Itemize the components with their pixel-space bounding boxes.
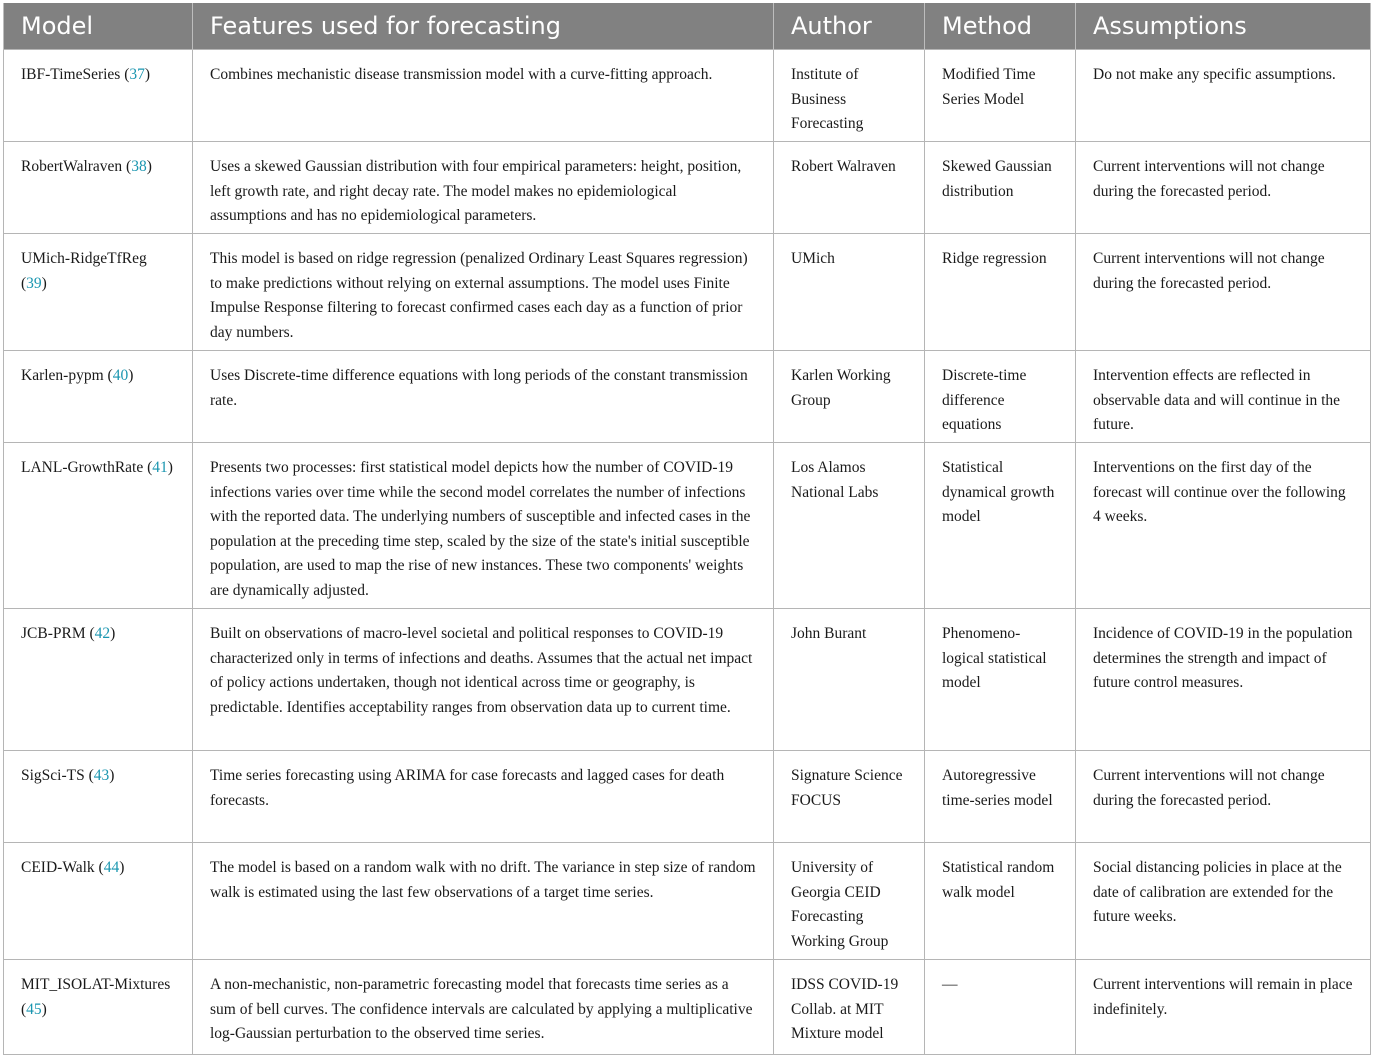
author-cell: University of Georgia CEID Forecasting Working Group [774,843,925,960]
model-name: MIT_ISOLAT-Mixtures ( [21,976,171,1018]
model-name: JCB-PRM ( [21,625,95,642]
model-name: Karlen-pypm ( [21,367,113,384]
model-cell [4,50,193,142]
features-cell: Combines mechanistic disease transmission model with a curve-fitting approach. [193,50,774,142]
header-features: Features used for forecasting [193,3,774,50]
header-assumptions: Assumptions [1076,3,1371,50]
header-method: Method [925,3,1076,50]
model-name-tail: ) [167,459,173,476]
model-name: UMich-RidgeTfReg ( [21,250,147,292]
model-name-tail: ) [119,859,125,876]
features-cell: Built on observations of macro-level societal and political responses to COVID-19 characterized only in terms of infections and deaths. Assumes that the actual net impact of policy actions undertaken, though not identical across time or geography, is predictable. Identifies acceptability ranges from observation data up to current time. [193,609,774,751]
model-name: CEID-Walk ( [21,859,104,876]
author-cell: UMich [774,234,925,351]
author-cell: IDSS COVID-19 Collab. at MIT Mixture model [774,960,925,1055]
assumptions-cell: Do not make any specific assumptions. [1076,50,1371,142]
reference-link[interactable]: 39 [26,274,42,292]
reference-link[interactable]: 37 [129,66,145,83]
features-cell: The model is based on a random walk with no drift. The variance in step size of random walk is estimated using the last few observations of a target time series. [193,843,774,960]
assumptions-cell: Intervention effects are reflected in observable data and will continue in the future. [1076,351,1371,443]
method-cell: Skewed Gaussian distribution [925,142,1076,234]
model-name-tail: ) [41,1000,47,1018]
assumptions-cell: Incidence of COVID-19 in the population determines the strength and impact of future control measures. [1076,609,1371,751]
model-name: IBF-TimeSeries ( [21,66,130,83]
author-cell: Los Alamos National Labs [774,443,925,609]
features-cell: Uses a skewed Gaussian distribution with four empirical parameters: height, position, left growth rate, and right decay rate. The model makes no epidemiological assumptions and has no epidemiological parameters. [193,142,774,234]
method-cell: Ridge regression [925,234,1076,351]
method-cell: — [925,960,1076,1055]
model-cell [4,960,193,1055]
reference-link[interactable]: 45 [26,1000,42,1018]
model-cell [4,234,193,351]
reference-link[interactable]: 44 [103,859,120,876]
model-name: LANL-GrowthRate ( [21,459,153,476]
reference-link[interactable]: 41 [152,459,168,476]
model-name-tail: ) [146,158,152,175]
features-cell: Uses Discrete-time difference equations with long periods of the constant transmission rate. [193,351,774,443]
table-row [4,142,1371,234]
model-cell [4,751,193,843]
method-cell: Phenomeno-logical statistical model [925,609,1076,751]
assumptions-cell: Current interventions will not change during the forecasted period. [1076,234,1371,351]
reference-link[interactable]: 40 [112,367,129,384]
model-cell [4,843,193,960]
model-name-tail: ) [109,767,115,784]
models-table [3,3,1371,1055]
features-cell: Time series forecasting using ARIMA for case forecasts and lagged cases for death forecasts. [193,751,774,843]
assumptions-cell: Current interventions will remain in place indefinitely. [1076,960,1371,1055]
assumptions-cell: Interventions on the first day of the forecast will continue over the following 4 weeks. [1076,443,1371,609]
method-cell: Statistical random walk model [925,843,1076,960]
reference-link[interactable]: 43 [93,767,110,784]
model-name-tail: ) [128,367,134,384]
model-cell [4,351,193,443]
author-cell: Karlen Working Group [774,351,925,443]
model-name: SigSci-TS ( [21,767,94,784]
header-author: Author [774,3,925,50]
author-cell: Robert Walraven [774,142,925,234]
table-row [4,843,1371,960]
reference-link[interactable]: 38 [131,158,147,175]
table-row [4,443,1371,609]
model-name-tail: ) [144,66,151,83]
table-row [4,234,1371,351]
header-model: Model [4,3,193,50]
assumptions-cell: Current interventions will not change during the forecasted period. [1076,751,1371,843]
table-row [4,751,1371,843]
method-cell: Modified Time Series Model [925,50,1076,142]
features-cell: This model is based on ridge regression (penalized Ordinary Least Squares regression) to make predictions without relying on external assumptions. The model uses Finite Impulse Response filtering to forecast confirmed cases each day as a function of prior day numbers. [193,234,774,351]
method-cell: Discrete-time difference equations [925,351,1076,443]
features-cell: Presents two processes: first statistical model depicts how the number of COVID-19 infections varies over time while the second model correlates the number of infections with the reported data. The underlying numbers of susceptible and infected cases in the population at the preceding time step, scaled by the size of the state's initial susceptible population, are used to map the rise of new instances. These two components' weights are dynamically adjusted. [193,443,774,609]
reference-link[interactable]: 42 [94,625,111,642]
model-cell [4,142,193,234]
model-cell [4,609,193,751]
assumptions-cell: Social distancing policies in place at the date of calibration are extended for the future weeks. [1076,843,1371,960]
model-name-tail: ) [41,274,47,292]
table-row [4,351,1371,443]
method-cell: Statistical dynamical growth model [925,443,1076,609]
method-cell: Autoregressive time-series model [925,751,1076,843]
table-row [4,960,1371,1055]
author-cell: Signature Science FOCUS [774,751,925,843]
author-cell: Institute of Business Forecasting [774,50,925,142]
features-cell: A non-mechanistic, non-parametric forecasting model that forecasts time series as a sum of bell curves. The confidence intervals are calculated by applying a multiplicative log-Gaussian perturbation to the observed time series. [193,960,774,1055]
model-name-tail: ) [110,625,116,642]
model-name: RobertWalraven ( [21,158,132,175]
table-row [4,50,1371,142]
author-cell: John Burant [774,609,925,751]
assumptions-cell: Current interventions will not change during the forecasted period. [1076,142,1371,234]
model-cell [4,443,193,609]
header-row [4,3,1371,50]
table-row [4,609,1371,751]
